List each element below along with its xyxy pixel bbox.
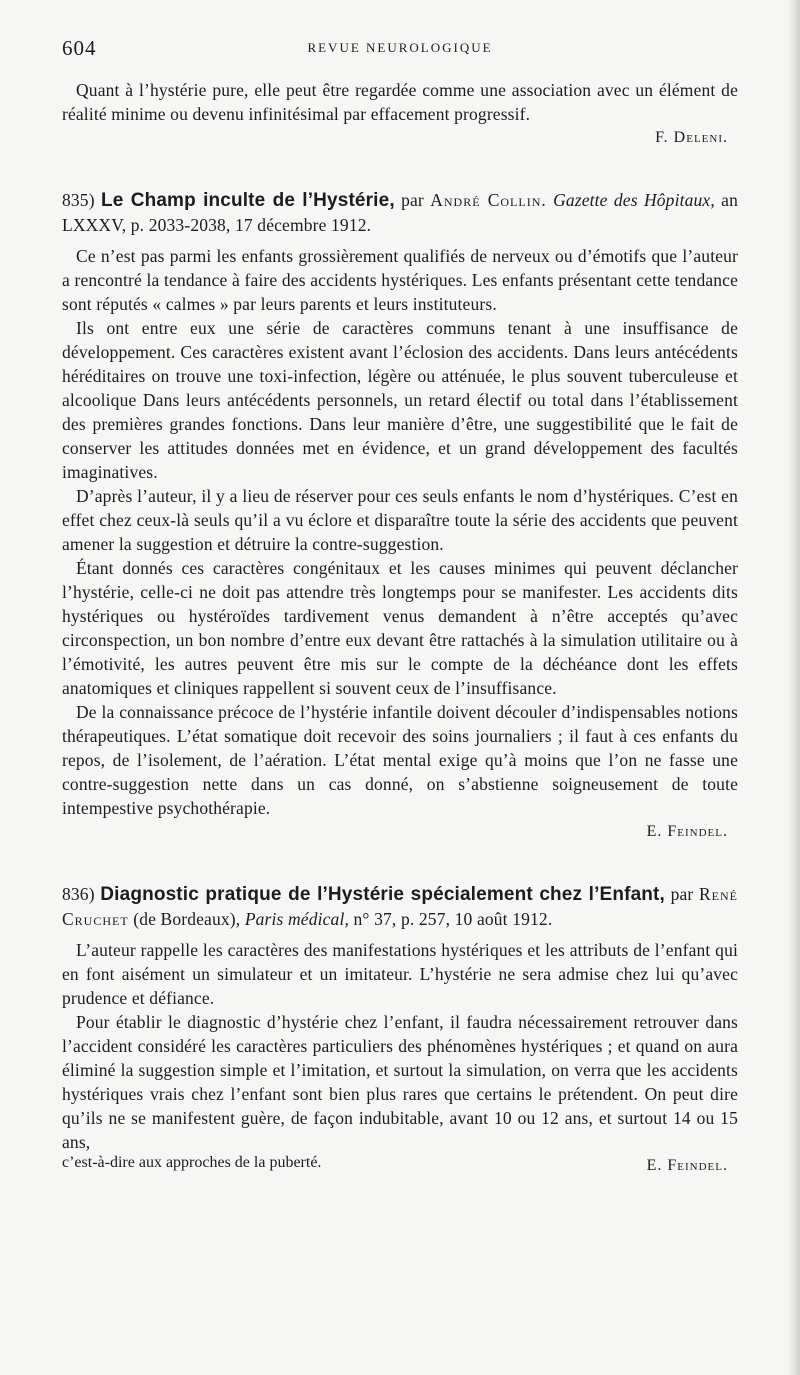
entry-836-signature: E. Feindel. — [646, 1157, 728, 1174]
page-header — [62, 36, 738, 64]
entry-835-number: 835) — [62, 190, 95, 210]
running-head: REVUE NEUROLOGIQUE — [307, 40, 493, 55]
entry-835-citation: an LXXXV, p. 2033-2038, 17 décembre 1912. — [62, 190, 738, 235]
entry-835-journal: Gazette des Hôpitaux, — [553, 190, 715, 210]
entry-835 — [62, 188, 738, 844]
intro-signature: F. Deleni. — [655, 129, 728, 146]
entry-836-last-line-text: c’est-à-dire aux approches de la puberté. — [62, 1154, 322, 1171]
entry-836-citation: n° 37, p. 257, 10 août 1912. — [353, 909, 553, 929]
page-number: 604 — [62, 36, 97, 60]
entry-835-author: André Collin. — [430, 190, 547, 210]
entry-836-last-line — [62, 1154, 738, 1178]
entry-835-signature: E. Feindel. — [646, 823, 728, 840]
entry-835-paragraph: Ce n’est pas parmi les enfants grossièrement qualifiés de nerveux ou d’émotifs que l’auteur a rencontré la tendance à faire des accidents hystériques. Les enfants présentant cette tendance sont réputés « calmes » par leurs parents et leurs instituteurs. — [62, 246, 738, 314]
entry-836-number: 836) — [62, 884, 95, 904]
entry-835-heading — [62, 188, 738, 237]
entry-835-author-prefix: par — [401, 190, 424, 210]
entry-836-paragraph: Pour établir le diagnostic d’hystérie chez l’enfant, il faudra nécessairement retrouver dans l’accident considéré les caractères particuliers des phénomènes hystériques ; et quand on aura éliminé la suggestion simple et l’imitation, et surtout la simulation, on verra que les accidents hystériques vrais chez l’enfant sont bien plus rares que certains le prétendent. On peut dire qu’ils ne se manifestent guère, de façon indubitable, avant 10 ou 12 ans, et surtout 14 ou 15 ans, — [62, 1012, 738, 1152]
entry-835-paragraph: De la connaissance précoce de l’hystérie infantile doivent découler d’indispensables notions thérapeutiques. L’état somatique doit recevoir des soins journaliers ; il faut à ces enfants du repos, de l’isolement, de l’aération. L’état mental exige qu’à moins que l’on ne fasse une contre-suggestion nette dans un cas donné, on s’abstienne soigneusement de toute intempestive psychothérapie. — [62, 702, 738, 818]
intro-block — [62, 78, 738, 150]
entry-836-journal: Paris médical, — [244, 909, 349, 929]
entry-836-affiliation: (de Bordeaux), — [133, 909, 241, 929]
entry-835-paragraph: Ils ont entre eux une série de caractères communs tenant à une insuffisance de développement. Ces caractères existent avant l’éclosion des accidents. Dans leurs antécédents héréditaires on trouve une toxi-infection, légère ou atténuée, le plus souvent tuberculeuse et alcoolique Dans leurs antécédents personnels, un retard électif ou total dans l’établissement des premières grandes fonctions. Dans leur manière d’être, une suggestibilité que le fait de conserver les attitudes données met en évidence, et un grand développement des facultés imaginatives. — [62, 318, 738, 482]
entry-836-title: Diagnostic pratique de l’Hystérie spécialement chez l’Enfant, — [100, 884, 665, 905]
entry-836-paragraph: L’auteur rappelle les caractères des manifestations hystériques et les attributs de l’enfant qui en font aisément un simulateur et un imitateur. L’hystérie ne sera admise chez lui qu’avec prudence et défiance. — [62, 940, 738, 1008]
entry-836-author: René Cruchet — [62, 884, 738, 929]
entry-836-heading — [62, 882, 738, 931]
intro-paragraph: Quant à l’hystérie pure, elle peut être regardée comme une association avec un élément de réalité minime ou devenu infinitésimal par effacement progressif. — [62, 80, 738, 124]
entry-835-paragraph: D’après l’auteur, il y a lieu de réserver pour ces seuls enfants le nom d’hystériques. C’est en effet chez ceux-là seuls qu’il a vu éclore et disparaître toute la série des accidents que peuvent amener la suggestion et détruire la contre-suggestion. — [62, 486, 738, 554]
entry-835-title: Le Champ inculte de l’Hystérie, — [101, 190, 395, 211]
text-column — [62, 78, 738, 1178]
page-edge-shadow — [788, 0, 800, 1375]
entry-836-author-prefix: par — [670, 884, 694, 904]
entry-835-paragraph: Étant donnés ces caractères congénitaux et les causes minimes qui peuvent déclancher l’hystérie, celle-ci ne doit pas attendre très longtemps pour se manifester. Les accidents dits hystériques ou hystéroïdes tardivement venus demandent à n’être acceptés qu’avec circonspection, un bon nombre d’entre eux devant être rattachés à la simulation utilitaire ou à l’émotivité, les autres peuvent être mis sur le compte de la déchéance dont les effets anatomiques et cliniques rappellent si souvent ceux de l’insuffisance. — [62, 558, 738, 698]
entry-836 — [62, 882, 738, 1178]
